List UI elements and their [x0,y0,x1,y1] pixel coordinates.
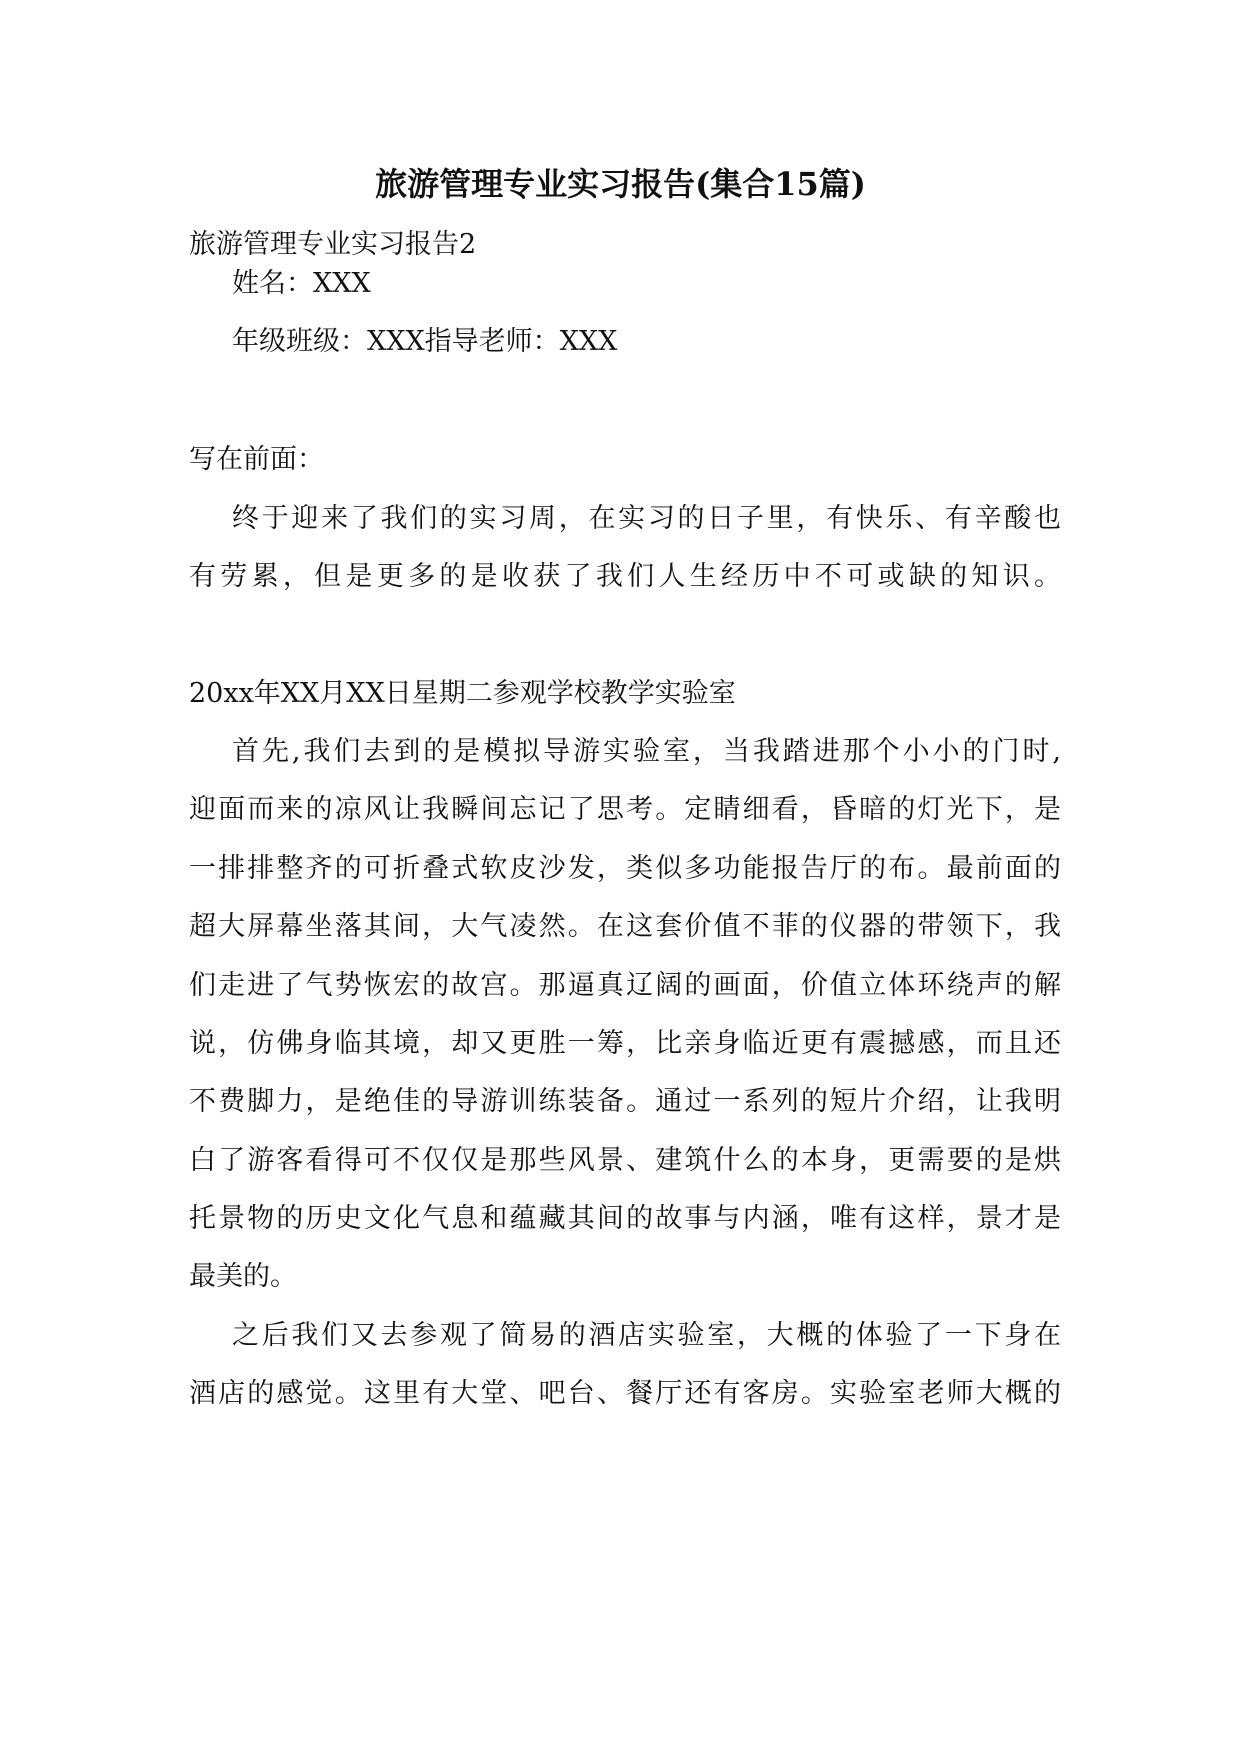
paragraph-line: 不费脚力，是绝佳的导游训练装备。通过一系列的短片介绍，让我明 [189,1086,1061,1117]
paragraph-line: 超大屏幕坐落其间，大气凌然。在这套价值不菲的仪器的带领下，我 [189,911,1061,942]
class-teacher-line: 年级班级：XXX指导老师：XXX [232,326,618,357]
preface-line: 终于迎来了我们的实习周，在实习的日子里，有快乐、有辛酸也 [232,503,1061,534]
document-title: 旅游管理专业实习报告(集合15篇) [375,165,866,203]
paragraph-line: 最美的。 [189,1261,297,1292]
paragraph-line: 们走进了气势恢宏的故宫。那逼真辽阔的画面，价值立体环绕声的解 [189,970,1061,1001]
student-name-line: 姓名：XXX [232,268,371,299]
date-heading: 20xx年XX月XX日星期二参观学校教学实验室 [189,678,736,709]
preface-line: 有劳累，但是更多的是收获了我们人生经历中不可或缺的知识。 [189,561,1061,592]
paragraph-line: 迎面而来的凉风让我瞬间忘记了思考。定睛细看，昏暗的灯光下，是 [189,794,1061,825]
paragraph-line: 说，仿佛身临其境，却又更胜一筹，比亲身临近更有震撼感，而且还 [189,1028,1061,1059]
paragraph-line: 之后我们又去参观了简易的酒店实验室，大概的体验了一下身在 [232,1320,1061,1351]
paragraph-line: 白了游客看得可不仅仅是那些风景、建筑什么的本身，更需要的是烘 [189,1145,1061,1176]
report-subtitle: 旅游管理专业实习报告2 [189,229,477,260]
paragraph-line: 酒店的感觉。这里有大堂、吧台、餐厅还有客房。实验室老师大概的 [189,1378,1061,1409]
paragraph-line: 首先,我们去到的是模拟导游实验室，当我踏进那个小小的门时, [232,736,1061,767]
paragraph-line: 托景物的历史文化气息和蕴藏其间的故事与内涵，唯有这样，景才是 [189,1203,1061,1234]
preface-heading: 写在前面： [189,444,324,475]
paragraph-line: 一排排整齐的可折叠式软皮沙发，类似多功能报告厅的布。最前面的 [189,853,1061,884]
